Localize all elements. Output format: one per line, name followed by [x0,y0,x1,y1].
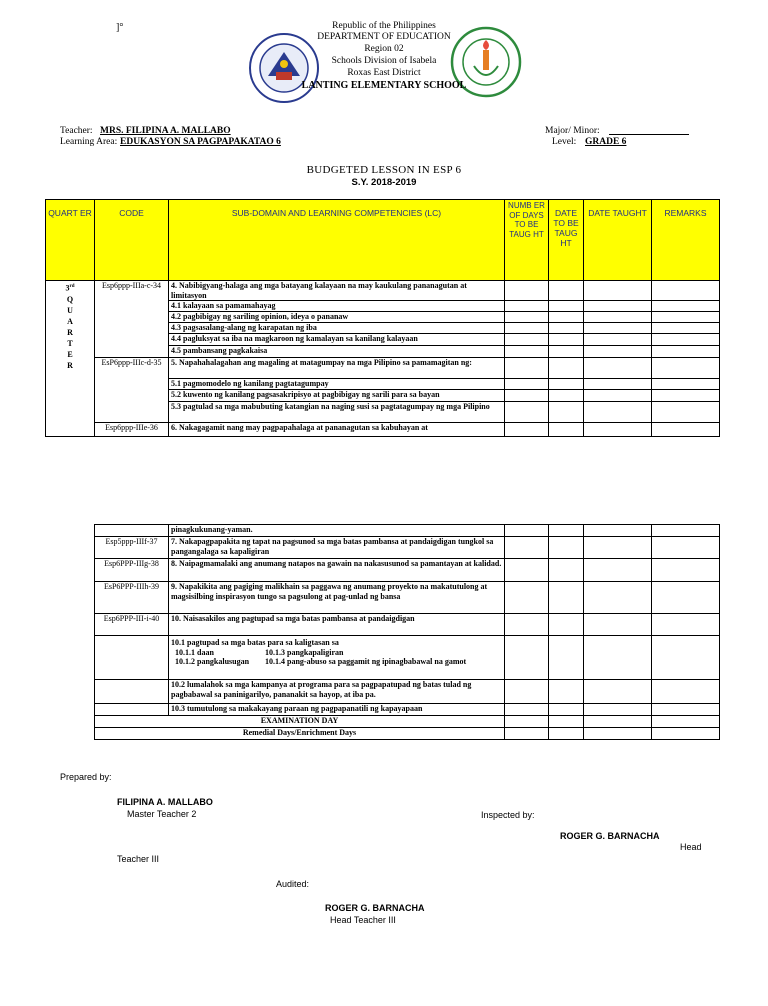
code-cell: Esp6ppp-IIIe-36 [95,423,169,437]
school-name: LANTING ELEMENTARY SCHOOL [301,80,467,91]
table-row [46,423,720,437]
competency-cell: 8. Naipagmamalaki ang anumang natapos na gawain na nakasusunod sa pamantayan at kalidad. [169,559,505,582]
inspected-by-label: Inspected by: [481,810,535,820]
sub-item-row [171,648,502,658]
school-year: S.Y. 2018-2019 [351,177,417,188]
inspector-title-head: Head [680,842,702,852]
preparer-title: Master Teacher 2 [127,809,197,819]
competency-cell: 4. Nabibigyang-halaga ang mga batayang kalayaan na may kaukulang pananagutan at limitasyon [169,281,505,301]
republic-line: Republic of the Philippines [332,21,436,31]
sub-item: 10.1.3 pangkapaligiran [265,647,344,657]
code-cell: Esp6PPP-III-i-40 [95,614,169,636]
document-title: BUDGETED LESSON IN ESP 6 [306,164,462,176]
table-row [95,559,720,582]
major-blank [609,134,689,135]
region-line: Region 02 [364,44,404,54]
remarks-header: REMARKS [652,200,720,281]
competency-cell: 9. Napakikita ang pagiging malikhain sa paggawa ng anumang proyekto na makatutulong at magsisilbing inspirasyon tungo sa pagsulong at pag-unlad ng bansa [169,582,505,614]
competency-cell: 10.3 tumutulong sa makakayang paraan ng pagpapanatili ng kapayapaan [169,704,505,716]
area-label: Learning Area: [60,137,118,147]
teacher-value: MRS. FILIPINA A. MALLABO [100,126,231,136]
table-row [95,680,720,704]
code-cell: Esp5ppp-IIIf-37 [95,537,169,559]
remedial-cell: Remedial Days/Enrichment Days [95,728,505,740]
district-line: Roxas East District [347,68,421,78]
level-value: GRADE 6 [585,137,627,147]
inspector-name: ROGER G. BARNACHA [560,831,660,841]
table-row [95,525,720,537]
inspector-title-teacher: Teacher III [117,854,160,864]
table-row [95,636,720,680]
competency-cell: 10. Naisasakilos ang pagtupad sa mga batas pambansa at pandaigdigan [169,614,505,636]
sub-item: 10.1.4 pang-abuso sa paggamit ng ipinagbabawal na gamot [265,657,467,666]
level-label: Level: [552,137,577,147]
prepared-by-label: Prepared by: [60,772,112,782]
teacher-label: Teacher: [60,126,93,136]
sub-item-row [171,657,502,667]
table-header-row [46,200,720,281]
division-line: Schools Division of Isabela [331,56,437,66]
code-header: CODE [95,200,169,281]
code-cell: EsP6PPP-IIIh-39 [95,582,169,614]
competency-cell: 5.1 pagmomodelo ng kanilang pagtatagumpay [169,379,505,390]
competency-cell: 4.1 kalayaan sa pamamahayag [169,301,505,312]
quarter-cell: 3rd Q U A R T E R [46,281,95,437]
table-row [95,704,720,716]
competency-cell: 6. Nakagagamit nang may pagpapahalaga at pananagutan sa kabuhayan at [169,423,505,437]
major-label: Major/ Minor: [545,126,600,136]
code-cell: Esp6ppp-IIIa-c-34 [95,281,169,358]
competency-cell: 10.2 lumalahok sa mga kampanya at programa para sa pagpapatupad ng batas tulad ng pagbabawal sa paninigarilyo, pananakit sa hayop, at iba pa. [169,680,505,704]
auditor-title: Head Teacher III [330,915,396,925]
preparer-name: FILIPINA A. MALLABO [117,797,213,807]
date-taught-header: DATE TAUGHT [584,200,652,281]
competency-cell: 5.2 kuwento ng kanilang pagsasakripisyo at pagbibigay ng sarili para sa bayan [169,390,505,402]
competency-cell: 4.5 pambansang pagkakaisa [169,346,505,358]
competency-cell: 7. Nakapagpapakita ng tapat na pagsunod sa mga batas pambansa at pandaigdigan tungkol sa pangangalaga sa kapaligiran [169,537,505,559]
table-row [46,281,720,301]
exam-day-cell: EXAMINATION DAY [95,716,505,728]
table-row [95,537,720,559]
table-row [95,582,720,614]
code-cell: EsP6ppp-IIIc-d-35 [95,358,169,423]
competency-cell: 4.4 pagluksyat sa iba na magkaroon ng kamalayan sa kanilang kalayaan [169,334,505,346]
days-header: NUMB ER OF DAYS TO BE TAUG HT [505,200,549,281]
quarter-header: QUART ER [46,200,95,281]
competency-cell [169,636,505,680]
sub-item: 10.1.1 daan [175,647,214,657]
audited-label: Audited: [276,879,310,889]
date-to-be-header: DATE TO BE TAUG HT [549,200,584,281]
competency-cell: 5. Napahahalagahan ang magaling at matagumpay na mga Pilipino sa pamamagitan ng: [169,358,505,379]
lesson-table-top [45,199,720,437]
competency-header: SUB-DOMAIN AND LEARNING COMPETENCIES (LC) [169,200,505,281]
exam-day-row [95,716,720,728]
competency-line: 10.1 pagtupad sa mga batas para sa kaligtasan sa [171,638,339,647]
remedial-row [95,728,720,740]
stray-mark: ]° [116,22,124,33]
table-row [95,614,720,636]
sub-item: 10.1.2 pangkalusugan [175,657,250,666]
competency-cell: 5.3 pagtulad sa mga mabubuting katangian na naging susi sa pagtatagumpay ng mga Pilipino [169,402,505,423]
lesson-table-bottom [94,524,720,740]
competency-cell: pinagkukunang-yaman. [169,525,505,537]
competency-cell: 4.3 pagsasalang-alang ng karapatan ng iba [169,323,505,334]
table-row [46,358,720,379]
code-cell: Esp6PPP-IIIg-38 [95,559,169,582]
competency-cell: 4.2 pagbibigay ng sariling opinion, ideya o pananaw [169,312,505,323]
department-line: DEPARTMENT OF EDUCATION [317,32,451,42]
area-value: EDUKASYON SA PAGPAPAKATAO 6 [120,137,281,147]
auditor-name: ROGER G. BARNACHA [325,903,425,913]
